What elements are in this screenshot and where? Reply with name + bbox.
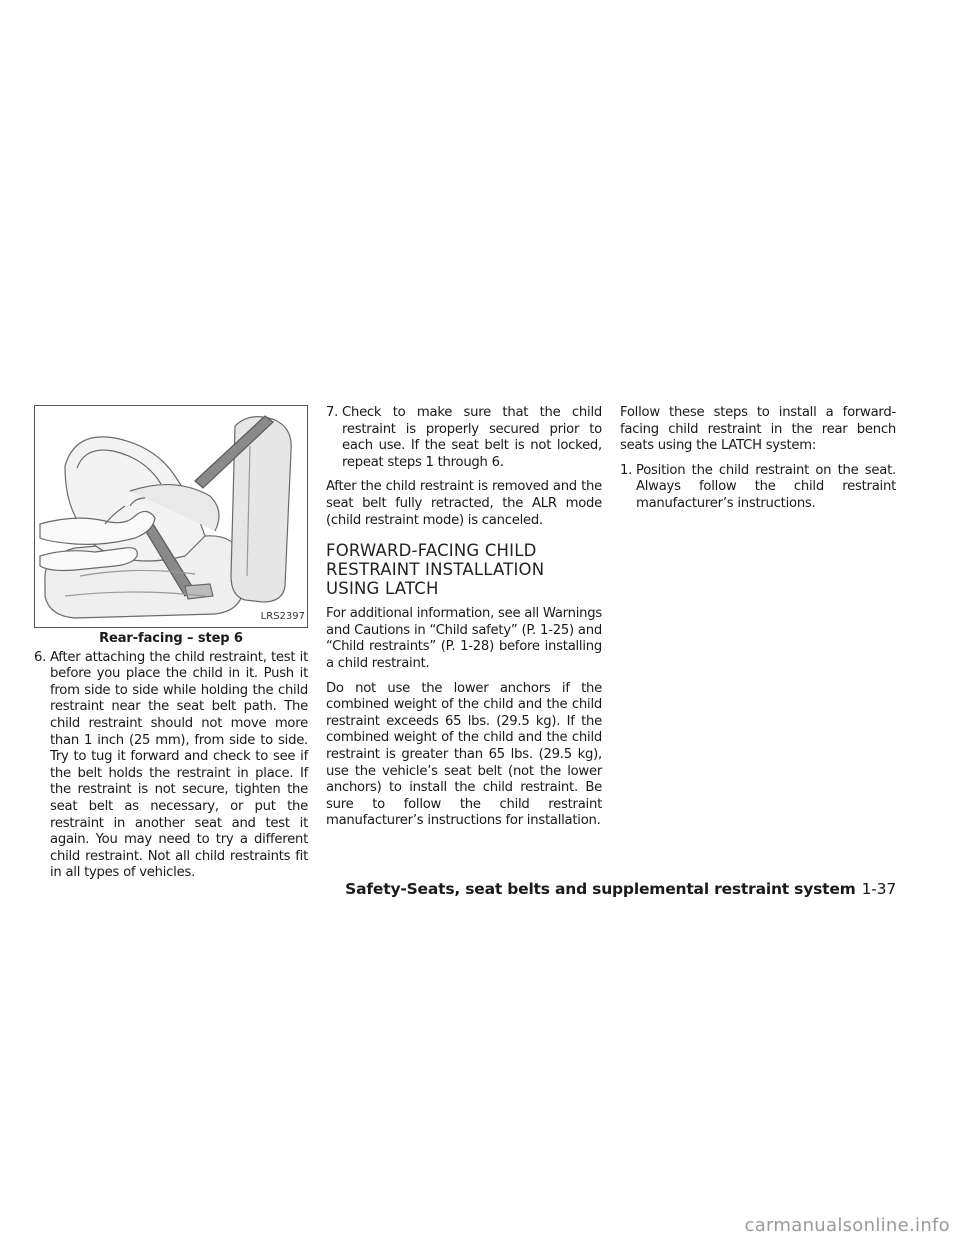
footer-section-title: Safety-Seats, seat belts and supplemental restraint system <box>345 880 856 898</box>
middle-column <box>326 405 602 838</box>
page-footer <box>0 880 896 898</box>
alr-cancel-paragraph: After the child restraint is removed and the seat belt fully retracted, the ALR mode (child restraint mode) is canceled. <box>326 479 602 528</box>
watermark: carmanualsonline.info <box>744 1215 950 1236</box>
step-6-number: 6. <box>34 649 47 665</box>
step-1 <box>620 463 896 513</box>
step-7-number: 7. <box>326 405 339 420</box>
step-1-number: 1. <box>620 462 633 478</box>
latch-intro-paragraph: Follow these steps to install a forward-facing child restraint in the rear bench seats using the LATCH system: <box>620 405 896 454</box>
step-6 <box>34 650 308 882</box>
step-7-text: Check to make sure that the child restraint is properly secured prior to each use. If the seat belt is not locked, repeat steps 1 through 6. <box>342 405 602 470</box>
warnings-paragraph: For additional information, see all Warnings and Cautions in “Child safety” (P. 1-25) and “Child restraints” (P. 1-28) before installing a child restraint. <box>326 606 602 671</box>
right-column <box>620 405 896 521</box>
figure-caption: Rear-facing – step 6 <box>99 631 243 646</box>
child-seat-installation-illustration <box>35 406 307 627</box>
step-6-text: After attaching the child restraint, test it before you place the child in it. Push it from side to side while holding the child restraint near the seat belt path. The child restraint should not move more than 1 inch (25 mm), from side to side. Try to tug it forward and check to see if the belt holds the restraint in place. If the restraint is not secure, tighten the seat belt as necessary, or put the restraint in another seat and test it again. You may need to try a different child restraint. Not all child restraints fit in all types of vehicles. <box>50 649 308 881</box>
step-7 <box>326 405 602 471</box>
page-number: 1-37 <box>861 880 896 898</box>
left-column <box>34 405 308 890</box>
figure-frame <box>34 405 308 628</box>
figure-code: LRS2397 <box>260 611 305 623</box>
lower-anchors-paragraph: Do not use the lower anchors if the combined weight of the child and the child restraint exceeds 65 lbs. (29.5 kg). If the combined weight of the child and the child restraint is greater than 65 lbs. (29.5 kg), use the vehicle’s seat belt (not the lower anchors) to install the child restraint. Be sure to follow the child restraint manufacturer’s instructions for installation. <box>326 680 602 829</box>
section-heading: FORWARD-FACING CHILD RESTRAINT INSTALLATION USING LATCH <box>326 541 545 599</box>
step-1-text: Position the child restraint on the seat. Always follow the child restraint manufacturer’s instructions. <box>636 462 896 511</box>
